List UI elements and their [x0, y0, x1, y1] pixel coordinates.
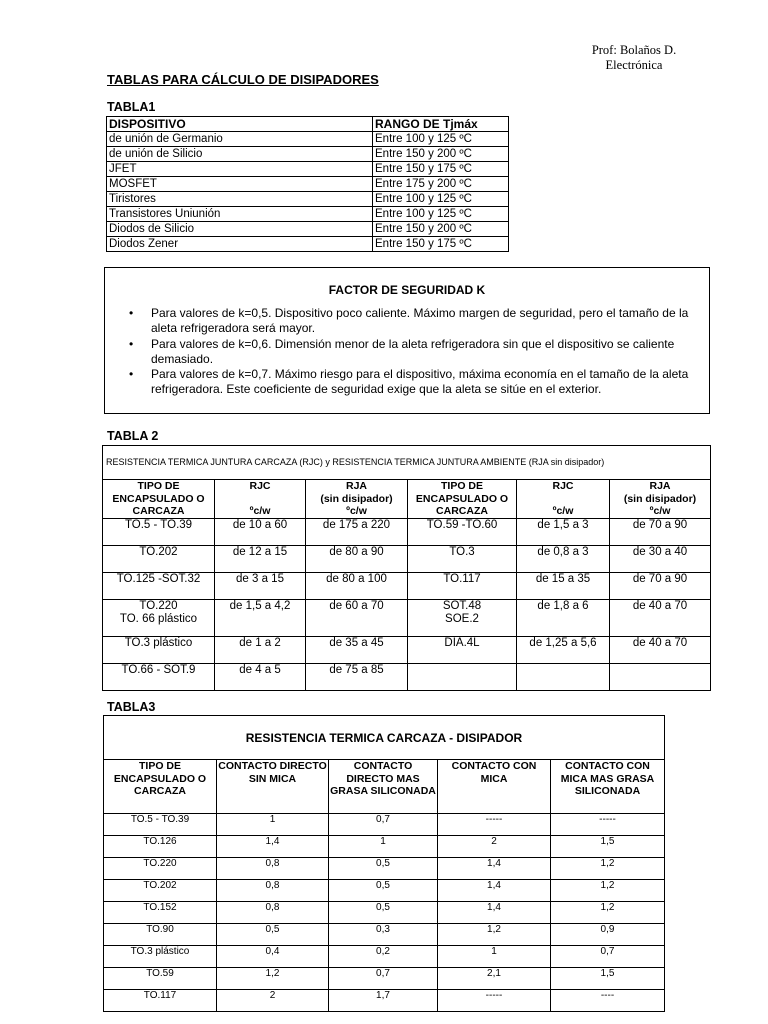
- table-header-row: [107, 117, 509, 132]
- table-cell: Tiristores: [107, 192, 373, 207]
- tabla1: [106, 116, 509, 252]
- table-cell: TO.202: [104, 880, 217, 902]
- table-row: [104, 924, 665, 946]
- table-cell: TO.59: [104, 968, 217, 990]
- list-item: • Para valores de k=0,7. Máximo riesgo para el dispositivo, máxima economía en el tamaño de la aleta refrigeradora. Este coeficiente de seguridad exige que la aleta se sitúe en el exterior.: [151, 367, 695, 398]
- table-cell: 0,8: [217, 858, 329, 880]
- table-cell: TO.3: [408, 546, 517, 573]
- factor-list: [105, 306, 709, 398]
- table-cell: ----: [551, 990, 665, 1012]
- table-cell: JFET: [107, 162, 373, 177]
- tabla2-label: TABLA 2: [107, 429, 159, 443]
- table-cell: 1,4: [438, 880, 551, 902]
- table-cell: de 1,25 a 5,6: [517, 637, 610, 664]
- tabla3: [103, 715, 665, 1012]
- table-cell: Entre 100 y 125 ºC: [373, 207, 509, 222]
- table-row: [104, 902, 665, 924]
- table-cell: 1,2: [217, 968, 329, 990]
- table-cell: 1,4: [438, 902, 551, 924]
- table-cell: de 10 a 60: [215, 519, 306, 546]
- table-header-row: [104, 760, 665, 814]
- table-cell: de unión de Germanio: [107, 132, 373, 147]
- table-cell: Diodos Zener: [107, 237, 373, 252]
- table-cell: Entre 150 y 200 ºC: [373, 222, 509, 237]
- table-row: [107, 237, 509, 252]
- table-row: [104, 858, 665, 880]
- table-cell: de 30 a 40: [610, 546, 711, 573]
- table-row: [103, 664, 711, 691]
- column-header: RANGO DE Tjmáx: [373, 117, 509, 132]
- table-cell: TO.117: [408, 573, 517, 600]
- table-row: [104, 990, 665, 1012]
- list-item: • Para valores de k=0,5. Dispositivo poco caliente. Máximo margen de seguridad, pero el tamaño de la aleta refrigeradora será mayor.: [151, 306, 695, 337]
- table-row: [107, 207, 509, 222]
- tabla2: [102, 445, 711, 691]
- table-cell: Diodos de Silicio: [107, 222, 373, 237]
- page-title: TABLAS PARA CÁLCULO DE DISIPADORES: [107, 72, 379, 87]
- table-cell: de 35 a 45: [306, 637, 408, 664]
- table-cell: 1,2: [438, 924, 551, 946]
- column-header: RJA (sin disipador) ºc/w: [610, 480, 711, 519]
- table-row: [103, 573, 711, 600]
- column-header: TIPO DE ENCAPSULADO O CARCAZA: [103, 480, 215, 519]
- table-cell: Transistores Uniunión: [107, 207, 373, 222]
- tabla3-label: TABLA3: [107, 700, 156, 714]
- table-cell: 0,9: [551, 924, 665, 946]
- table-row: [104, 968, 665, 990]
- table-cell: 0,5: [217, 924, 329, 946]
- table-row: [103, 600, 711, 637]
- table-cell: TO.3 plástico: [103, 637, 215, 664]
- table-cell: TO.220: [104, 858, 217, 880]
- table-cell: TO.117: [104, 990, 217, 1012]
- column-header: DISPOSITIVO: [107, 117, 373, 132]
- table-cell: [517, 664, 610, 691]
- table-cell: 0,7: [551, 946, 665, 968]
- table-cell: 1,4: [217, 836, 329, 858]
- table-cell: de 1,5 a 4,2: [215, 600, 306, 637]
- table-cell: 0,3: [329, 924, 438, 946]
- table-cell: de 80 a 90: [306, 546, 408, 573]
- table-cell: de 70 a 90: [610, 573, 711, 600]
- table-row: [107, 132, 509, 147]
- table-cell: 1: [329, 836, 438, 858]
- table-cell: Entre 150 y 175 ºC: [373, 162, 509, 177]
- table-cell: de 4 a 5: [215, 664, 306, 691]
- table-header-row: [103, 480, 711, 519]
- table-cell: 2: [217, 990, 329, 1012]
- table-cell: 1: [217, 814, 329, 836]
- column-header: RJC ºc/w: [517, 480, 610, 519]
- table-cell: -----: [438, 990, 551, 1012]
- column-header: TIPO DE ENCAPSULADO O CARCAZA: [104, 760, 217, 814]
- table-cell: TO.3 plástico: [104, 946, 217, 968]
- table-cell: TO.59 -TO.60: [408, 519, 517, 546]
- table-row: [107, 177, 509, 192]
- table-cell: -----: [438, 814, 551, 836]
- table-cell: SOT.48 SOE.2: [408, 600, 517, 637]
- tabla2-caption: RESISTENCIA TERMICA JUNTURA CARCAZA (RJC) y RESISTENCIA TERMICA JUNTURA AMBIENTE (RJA sin disipador): [103, 446, 711, 480]
- table-cell: 0,5: [329, 880, 438, 902]
- table-row: [107, 147, 509, 162]
- table-cell: de 80 a 100: [306, 573, 408, 600]
- list-item: • Para valores de k=0,6. Dimensión menor de la aleta refrigeradora sin que el dispositivo se caliente demasiado.: [151, 337, 695, 368]
- table-cell: 0,5: [329, 858, 438, 880]
- table-cell: 1,2: [551, 880, 665, 902]
- table-cell: [408, 664, 517, 691]
- table-cell: TO.66 - SOT.9: [103, 664, 215, 691]
- table-cell: 0,7: [329, 814, 438, 836]
- table-row: [104, 946, 665, 968]
- table-cell: 1,2: [551, 902, 665, 924]
- table-row: [107, 162, 509, 177]
- table-cell: 0,8: [217, 902, 329, 924]
- author-name: Prof: Bolaños D.: [591, 43, 677, 57]
- table-cell: 0,5: [329, 902, 438, 924]
- table-row: [103, 519, 711, 546]
- table-cell: de 40 a 70: [610, 600, 711, 637]
- table-cell: 1,5: [551, 968, 665, 990]
- column-header: RJC ºc/w: [215, 480, 306, 519]
- table-cell: Entre 100 y 125 ºC: [373, 132, 509, 147]
- table-row: [104, 814, 665, 836]
- column-header: CONTACTO CON MICA MAS GRASA SILICONADA: [551, 760, 665, 814]
- table-caption-row: [103, 446, 711, 480]
- table-cell: Entre 100 y 125 ºC: [373, 192, 509, 207]
- table-cell: DIA.4L: [408, 637, 517, 664]
- column-header: RJA (sin disipador) ºc/w: [306, 480, 408, 519]
- table-cell: MOSFET: [107, 177, 373, 192]
- author-block: [560, 43, 708, 73]
- table-cell: de 12 a 15: [215, 546, 306, 573]
- table-row: [103, 637, 711, 664]
- table-cell: TO.126: [104, 836, 217, 858]
- table-cell: 0,7: [329, 968, 438, 990]
- table-cell: de 1,5 a 3: [517, 519, 610, 546]
- table-cell: de 1,8 a 6: [517, 600, 610, 637]
- factor-title: FACTOR DE SEGURIDAD K: [328, 283, 486, 297]
- table-row: [104, 836, 665, 858]
- table-cell: de 0,8 a 3: [517, 546, 610, 573]
- table-row: [107, 192, 509, 207]
- column-header: CONTACTO DIRECTO MAS GRASA SILICONADA: [329, 760, 438, 814]
- table-cell: TO.5 - TO.39: [103, 519, 215, 546]
- table-cell: de 175 a 220: [306, 519, 408, 546]
- table-cell: de 70 a 90: [610, 519, 711, 546]
- table-cell: 1: [438, 946, 551, 968]
- tabla1-label: TABLA1: [107, 100, 156, 114]
- table-cell: de 40 a 70: [610, 637, 711, 664]
- table-row: [107, 222, 509, 237]
- column-header: CONTACTO CON MICA: [438, 760, 551, 814]
- tabla3-caption: RESISTENCIA TERMICA CARCAZA - DISIPADOR: [104, 716, 665, 760]
- table-cell: [610, 664, 711, 691]
- table-cell: TO.152: [104, 902, 217, 924]
- column-header: CONTACTO DIRECTO SIN MICA: [217, 760, 329, 814]
- table-cell: 2,1: [438, 968, 551, 990]
- table-cell: 1,4: [438, 858, 551, 880]
- table-cell: de 15 a 35: [517, 573, 610, 600]
- table-cell: 1,5: [551, 836, 665, 858]
- table-cell: 0,4: [217, 946, 329, 968]
- table-cell: TO.90: [104, 924, 217, 946]
- table-cell: de 60 a 70: [306, 600, 408, 637]
- table-cell: 1,2: [551, 858, 665, 880]
- table-caption-row: [104, 716, 665, 760]
- table-cell: TO.5 - TO.39: [104, 814, 217, 836]
- table-cell: de 3 a 15: [215, 573, 306, 600]
- table-cell: TO.202: [103, 546, 215, 573]
- table-cell: de unión de Silicio: [107, 147, 373, 162]
- table-cell: Entre 150 y 200 ºC: [373, 147, 509, 162]
- table-cell: 0,8: [217, 880, 329, 902]
- table-cell: de 75 a 85: [306, 664, 408, 691]
- column-header: TIPO DE ENCAPSULADO O CARCAZA: [408, 480, 517, 519]
- table-cell: -----: [551, 814, 665, 836]
- table-cell: 2: [438, 836, 551, 858]
- table-cell: Entre 150 y 175 ºC: [373, 237, 509, 252]
- table-cell: TO.125 -SOT.32: [103, 573, 215, 600]
- table-cell: 1,7: [329, 990, 438, 1012]
- table-row: [104, 880, 665, 902]
- table-cell: 0,2: [329, 946, 438, 968]
- table-cell: TO.220 TO. 66 plástico: [103, 600, 215, 637]
- table-cell: de 1 a 2: [215, 637, 306, 664]
- author-department: Electrónica: [605, 58, 663, 72]
- table-row: [103, 546, 711, 573]
- factor-seguridad-box: [104, 267, 710, 414]
- table-cell: Entre 175 y 200 ºC: [373, 177, 509, 192]
